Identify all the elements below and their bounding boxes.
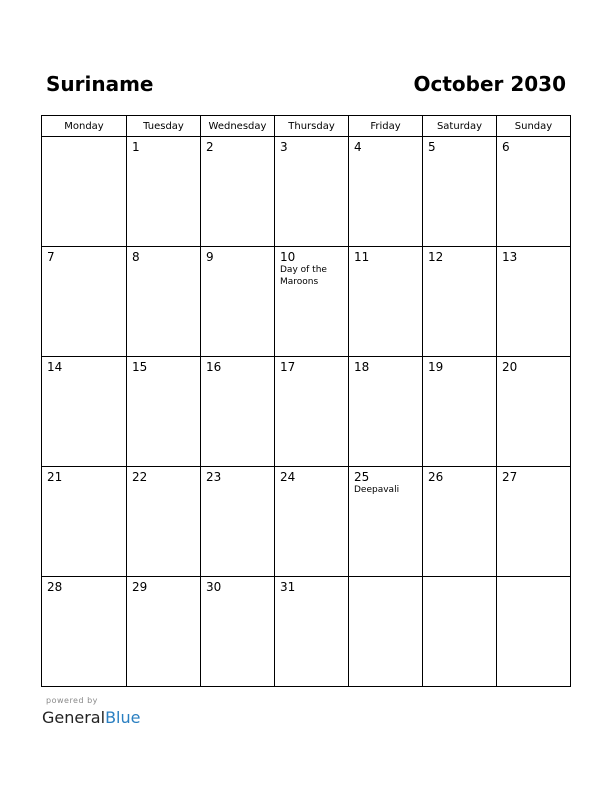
day-number: 28: [47, 580, 63, 594]
weekday-header: Sunday: [497, 116, 571, 137]
day-cell: [349, 247, 423, 357]
weekday-header: Friday: [349, 116, 423, 137]
day-cell: [201, 357, 275, 467]
day-number: 7: [47, 250, 55, 264]
weekday-header: Monday: [42, 116, 127, 137]
day-number: 19: [428, 360, 444, 374]
day-cell: [127, 467, 201, 577]
day-number: 16: [206, 360, 222, 374]
day-number: 25: [354, 470, 370, 484]
day-number: 21: [47, 470, 63, 484]
day-cell: [349, 357, 423, 467]
country-title: Suriname: [46, 72, 154, 96]
day-number: 24: [280, 470, 296, 484]
footer-branding: [42, 696, 140, 728]
day-cell: [349, 467, 423, 577]
day-number: 23: [206, 470, 222, 484]
day-cell: [127, 357, 201, 467]
day-number: 15: [132, 360, 148, 374]
day-number: 3: [280, 140, 288, 154]
day-number: 11: [354, 250, 370, 264]
brand-logo[interactable]: [42, 708, 140, 728]
day-cell: [423, 247, 497, 357]
holiday-label: Day of the Maroons: [280, 265, 327, 287]
day-cell: [349, 137, 423, 247]
day-cell: [275, 467, 349, 577]
holiday-label: Deepavali: [354, 485, 400, 495]
powered-by-text: powered by: [46, 696, 98, 705]
day-number: 27: [502, 470, 518, 484]
day-cell: [275, 357, 349, 467]
day-number: 6: [502, 140, 510, 154]
day-number: 1: [132, 140, 140, 154]
weekday-header: Tuesday: [127, 116, 201, 137]
day-number: 10: [280, 250, 296, 264]
day-cell: [275, 577, 349, 687]
day-number: 18: [354, 360, 370, 374]
day-cell: [349, 577, 423, 687]
day-cell: [423, 467, 497, 577]
day-cell: [42, 247, 127, 357]
day-cell: [497, 357, 571, 467]
month-year-title: October 2030: [413, 72, 566, 96]
weekday-header: Saturday: [423, 116, 497, 137]
week-row: [42, 577, 571, 687]
weekday-header: Thursday: [275, 116, 349, 137]
day-number: 5: [428, 140, 436, 154]
day-number: 29: [132, 580, 148, 594]
day-cell: [497, 137, 571, 247]
day-cell: [127, 247, 201, 357]
day-cell: [127, 577, 201, 687]
day-number: 14: [47, 360, 63, 374]
day-cell: [423, 137, 497, 247]
day-number: 8: [132, 250, 140, 264]
day-number: 12: [428, 250, 444, 264]
brand-name-part1: General: [42, 708, 106, 727]
day-number: 9: [206, 250, 214, 264]
day-cell: [42, 577, 127, 687]
day-cell: [497, 247, 571, 357]
day-cell: [127, 137, 201, 247]
day-number: 20: [502, 360, 518, 374]
day-cell: [42, 357, 127, 467]
week-row: [42, 357, 571, 467]
day-number: 26: [428, 470, 444, 484]
day-cell: [275, 137, 349, 247]
day-number: 31: [280, 580, 296, 594]
day-cell: [201, 137, 275, 247]
day-cell: [201, 247, 275, 357]
calendar-grid: [41, 115, 571, 687]
day-cell: [42, 137, 127, 247]
day-number: 17: [280, 360, 296, 374]
weekday-header: Wednesday: [201, 116, 275, 137]
week-row: [42, 247, 571, 357]
day-cell: [201, 467, 275, 577]
day-cell: [42, 467, 127, 577]
day-cell: [423, 577, 497, 687]
day-number: 4: [354, 140, 362, 154]
brand-name-part2: Blue: [105, 708, 141, 727]
day-cell: [497, 467, 571, 577]
day-cell: [497, 577, 571, 687]
day-number: 2: [206, 140, 214, 154]
day-cell: [423, 357, 497, 467]
day-number: 13: [502, 250, 518, 264]
day-cell: [275, 247, 349, 357]
day-cell: [201, 577, 275, 687]
weekday-header-row: [42, 116, 571, 137]
week-row: [42, 467, 571, 577]
day-number: 30: [206, 580, 222, 594]
day-number: 22: [132, 470, 148, 484]
week-row: [42, 137, 571, 247]
